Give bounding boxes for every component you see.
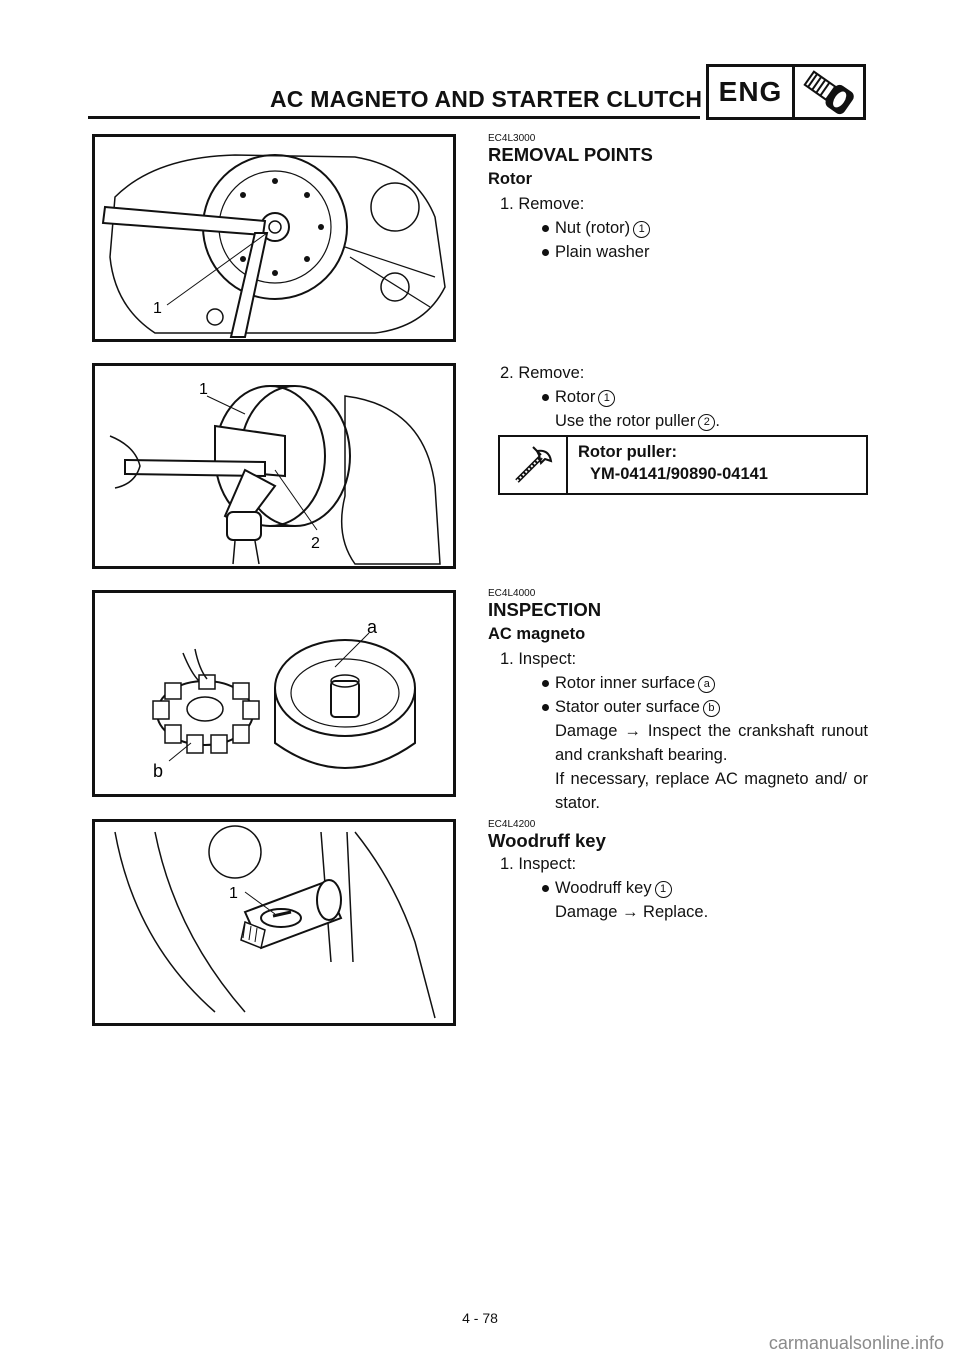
figure-rotor-puller xyxy=(92,363,456,569)
callout-2: 2 xyxy=(311,535,320,552)
removal-heading: REMOVAL POINTS xyxy=(488,144,653,165)
damage-note: Damage → Inspect the crankshaft runout and crankshaft bearing. xyxy=(555,722,868,764)
inspection-heading: INSPECTION xyxy=(488,599,602,620)
section-code: ENG xyxy=(709,67,795,117)
special-tool-icon xyxy=(500,437,568,493)
inspection-subheading: AC magneto xyxy=(488,625,586,643)
bullet-stator-outer: Stator outer surface b xyxy=(488,695,868,719)
section-code-removal: EC4L3000 xyxy=(488,133,536,144)
section-tab xyxy=(706,64,866,120)
callout-a: a xyxy=(367,617,378,637)
step-1-label: 1. Remove: xyxy=(500,195,585,213)
bullet-rotor-inner: Rotor inner surface a xyxy=(488,671,868,695)
removal-step-2 xyxy=(488,361,868,433)
removal-subheading: Rotor xyxy=(488,170,532,188)
inspection-section xyxy=(488,588,868,815)
woodruff-damage-note: Damage → Replace. xyxy=(555,903,709,921)
woodruff-section xyxy=(488,819,868,924)
page-number: 4 - 78 xyxy=(462,1310,498,1326)
replace-note: If necessary, replace AC magneto and/ or stator. xyxy=(555,770,868,812)
bullet-plain-washer: Plain washer xyxy=(488,240,868,264)
figure-rotor-nut-removal xyxy=(92,134,456,342)
callout-1: 1 xyxy=(229,885,238,902)
page-title: AC MAGNETO AND STARTER CLUTCH xyxy=(270,86,703,112)
figure-woodruff-key xyxy=(92,819,456,1026)
figure-ac-magneto xyxy=(92,590,456,797)
bullet-rotor: Rotor 1 xyxy=(488,385,868,409)
step-1-label: 1. Inspect: xyxy=(500,855,577,873)
bullet-nut-rotor: Nut (rotor) 1 xyxy=(488,216,868,240)
woodruff-heading: Woodruff key xyxy=(488,830,606,851)
special-tool-box xyxy=(498,435,868,495)
engine-bolt-icon xyxy=(795,67,863,117)
title-rule xyxy=(88,116,700,119)
tool-name: Rotor puller: xyxy=(578,443,677,461)
rotor-puller-note: Use the rotor puller 2 . xyxy=(555,412,720,430)
tool-part-number: YM-04141/90890-04141 xyxy=(590,465,768,483)
callout-1: 1 xyxy=(153,300,162,317)
removal-section xyxy=(488,133,868,264)
step-1-label: 1. Inspect: xyxy=(500,650,577,668)
bullet-woodruff-key: Woodruff key 1 xyxy=(488,876,868,900)
step-2-label: 2. Remove: xyxy=(500,364,585,382)
watermark: carmanualsonline.info xyxy=(768,1333,944,1353)
section-code-inspection: EC4L4000 xyxy=(488,588,536,599)
section-code-woodruff: EC4L4200 xyxy=(488,819,536,830)
callout-b: b xyxy=(153,761,164,781)
callout-1: 1 xyxy=(199,381,208,398)
